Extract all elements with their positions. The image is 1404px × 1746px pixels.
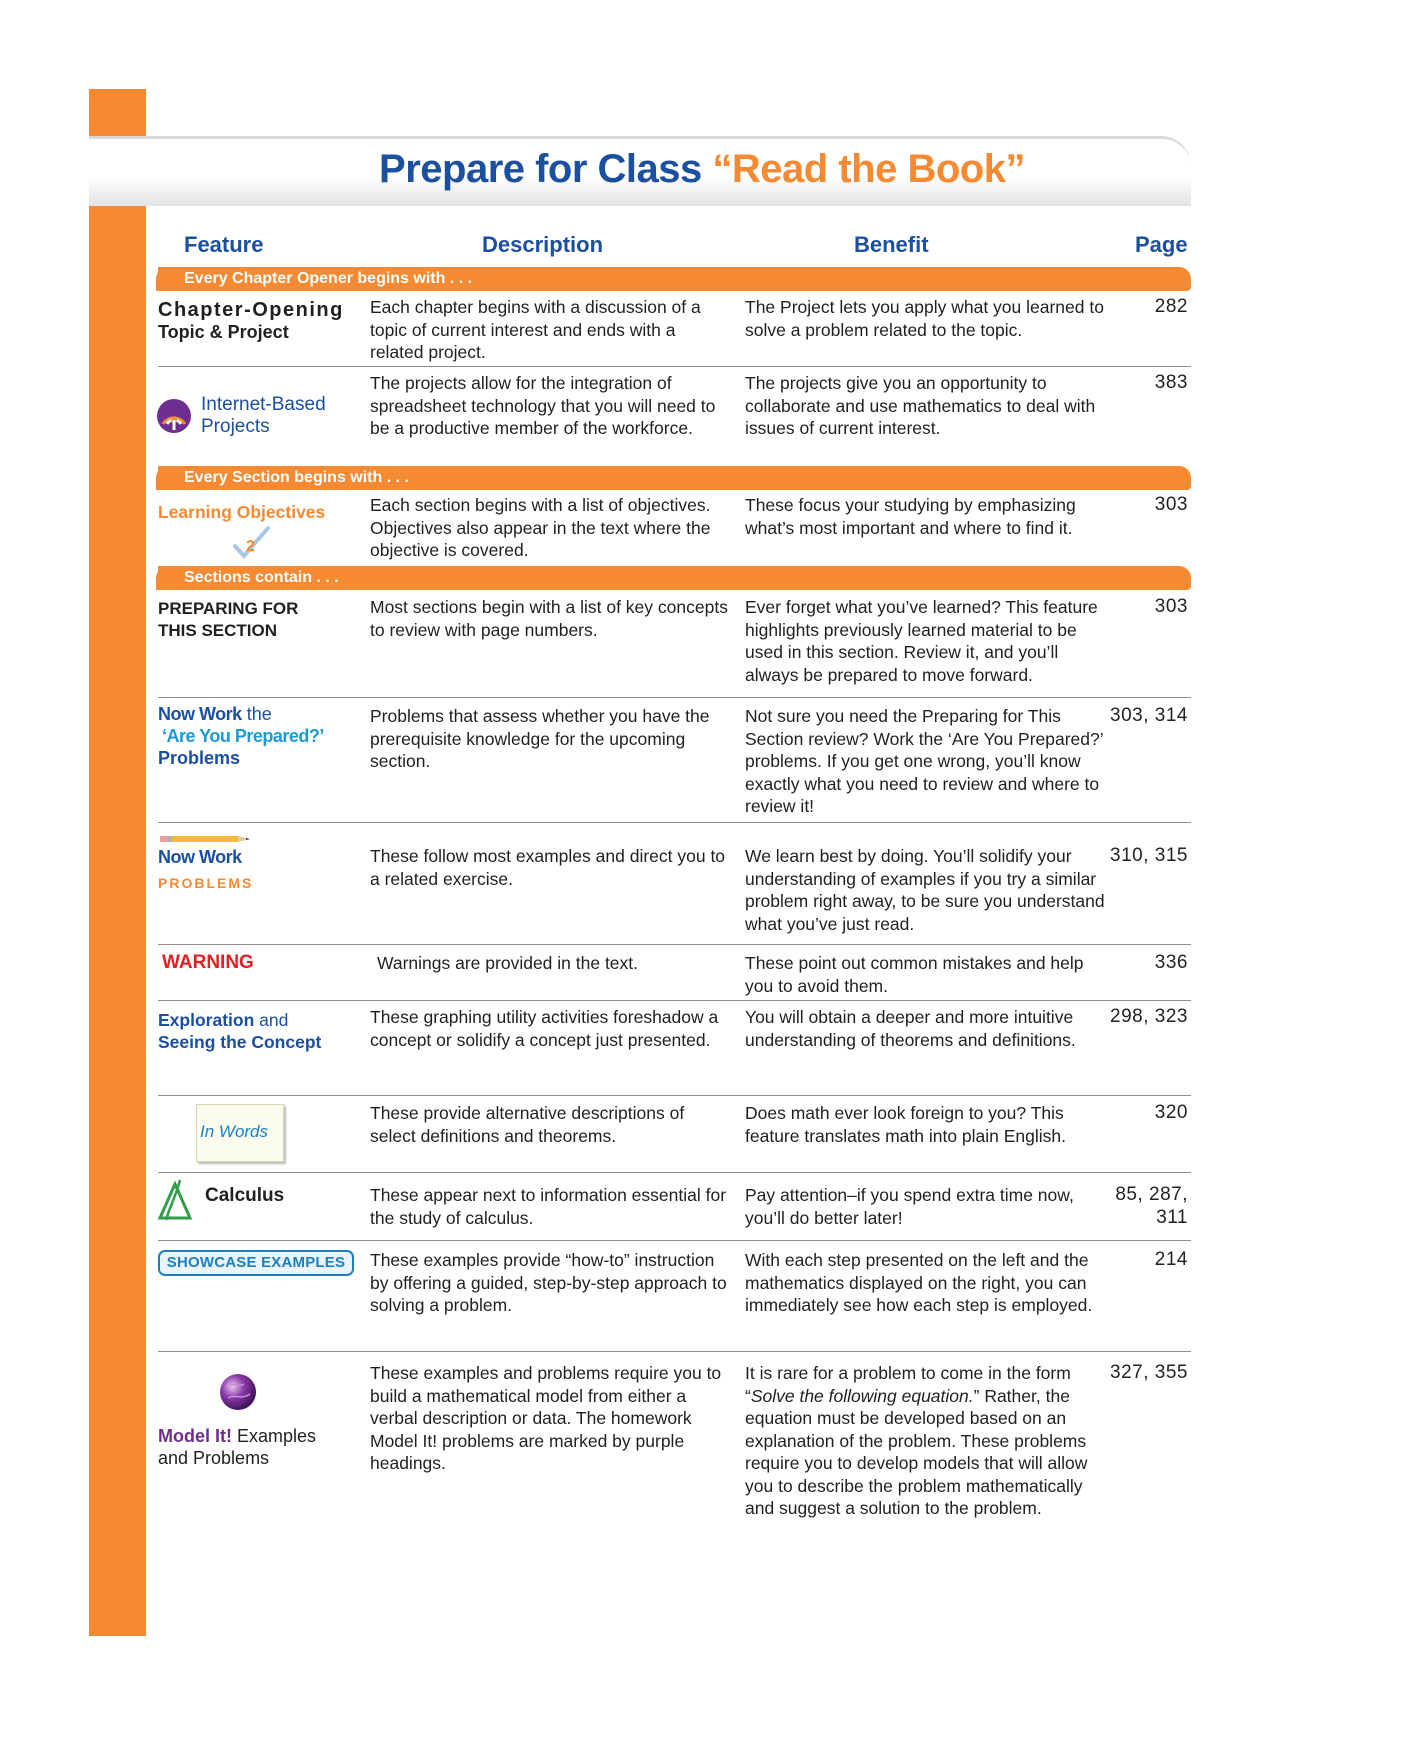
page-cell: 336 bbox=[1154, 952, 1188, 973]
description-cell: Most sections begin with a list of key concepts to review with page numbers. bbox=[370, 597, 728, 640]
description-cell: Each chapter begins with a discussion of a topic of current interest and ends with a related project. bbox=[370, 297, 701, 362]
row-divider bbox=[158, 1000, 1191, 1001]
page-cell: 383 bbox=[1154, 372, 1188, 393]
benefit-cell: These point out common mistakes and help you to avoid them. bbox=[745, 953, 1084, 996]
objective-number: 2 bbox=[246, 538, 255, 555]
feature-chapter-opening: Chapter-Opening bbox=[158, 299, 344, 321]
description-cell: These graphing utility activities foreshadow a concept or solidify a concept just presented. bbox=[370, 1007, 719, 1050]
benefit-cell: Pay attention–if you spend extra time now, you’ll do better later! bbox=[745, 1185, 1074, 1228]
feature-exploration: Exploration and bbox=[158, 1010, 289, 1030]
benefit-cell: The projects give you an opportunity to collaborate and use mathematics to deal with issues of current interest. bbox=[745, 373, 1096, 438]
globe-icon bbox=[218, 1372, 258, 1412]
benefit-cell: With each step presented on the left and the mathematics displayed on the right, you can immediately see how each step is employed. bbox=[745, 1250, 1093, 1315]
feature-problems: Problems bbox=[158, 748, 241, 768]
feature-calculus: Calculus bbox=[205, 1185, 285, 1206]
benefit-cell: Ever forget what you’ve learned? This feature highlights previously learned material to be used in this section. Review it, and you’ll always be prepared to move forward. bbox=[745, 597, 1098, 685]
page-title: Prepare for Class “Read the Book” bbox=[379, 147, 1025, 191]
page-cell: 320 bbox=[1154, 1102, 1188, 1123]
description-cell: These examples and problems require you to build a mathematical model from either a verbal description or data. The homework Model It! problems are marked by purple headings. bbox=[370, 1363, 722, 1473]
showcase-examples-badge: SHOWCASE EXAMPLES bbox=[158, 1250, 354, 1276]
feature-learning-objectives: Learning Objectives bbox=[158, 502, 326, 522]
feature-preparing-for: PREPARING FOR bbox=[158, 599, 299, 618]
section-band-every-section: Every Section begins with . . . bbox=[158, 466, 1191, 490]
page-cell: 303 bbox=[1154, 596, 1188, 617]
description-cell: These provide alternative descriptions of select definitions and theorems. bbox=[370, 1103, 685, 1146]
row-divider bbox=[158, 1351, 1191, 1352]
row-divider bbox=[158, 1095, 1191, 1096]
row-divider bbox=[158, 944, 1191, 945]
benefit-cell: You will obtain a deeper and more intuitive understanding of theorems and definitions. bbox=[745, 1007, 1076, 1050]
row-divider bbox=[158, 366, 1191, 367]
row-divider bbox=[158, 697, 1191, 698]
row-divider bbox=[158, 1172, 1191, 1173]
description-cell: These follow most examples and direct you to a related exercise. bbox=[370, 846, 726, 889]
benefit-cell: The Project lets you apply what you learned to solve a problem related to the topic. bbox=[745, 297, 1104, 340]
feature-internet-based: Internet-Based bbox=[201, 394, 326, 415]
benefit-cell: We learn best by doing. You’ll solidify your understanding of examples if you try a similar problem right away, to be sure you understand what you’ve just read. bbox=[745, 846, 1105, 934]
page-cell: 214 bbox=[1154, 1249, 1188, 1270]
feature-projects: Projects bbox=[201, 416, 270, 437]
feature-model-it: Model It! Examples bbox=[158, 1426, 317, 1446]
feature-topic-project: Topic & Project bbox=[158, 322, 289, 342]
description-cell: Warnings are provided in the text. bbox=[377, 953, 639, 973]
row-divider bbox=[158, 1240, 1191, 1241]
benefit-cell: Not sure you need the Preparing for This Section review? Work the ‘Are You Prepared?’ problems. If you get one wrong, you’ll know exactly what you need to review and where to review it! bbox=[745, 706, 1103, 816]
column-header-benefit: Benefit bbox=[854, 232, 929, 257]
description-cell: These appear next to information essential for the study of calculus. bbox=[370, 1185, 727, 1228]
column-header-feature: Feature bbox=[184, 232, 264, 257]
page-cell: 85, 287, 311 bbox=[1115, 1184, 1188, 1228]
column-header-description: Description bbox=[482, 232, 604, 257]
section-band-chapter-opener: Every Chapter Opener begins with . . . bbox=[158, 267, 1191, 291]
page-cell: 303 bbox=[1154, 494, 1188, 515]
feature-now-work-the: Now Work the bbox=[158, 704, 272, 724]
benefit-cell: These focus your studying by emphasizing what’s most important and where to find it. bbox=[745, 495, 1076, 538]
page-cell: 298, 323 bbox=[1110, 1006, 1188, 1027]
description-cell: Each section begins with a list of objectives. Objectives also appear in the text where the objective is covered. bbox=[370, 495, 711, 560]
section-band-sections-contain: Sections contain . . . bbox=[158, 566, 1191, 590]
feature-seeing-the-concept: Seeing the Concept bbox=[158, 1032, 322, 1052]
pencil-icon bbox=[160, 834, 252, 844]
feature-in-words: In Words bbox=[200, 1122, 269, 1141]
orange-sidebar bbox=[89, 89, 146, 1636]
page-cell: 327, 355 bbox=[1110, 1362, 1188, 1383]
page-cell: 282 bbox=[1154, 296, 1188, 317]
feature-and-problems: and Problems bbox=[158, 1448, 270, 1468]
page-cell: 310, 315 bbox=[1110, 845, 1188, 866]
feature-are-you-prepared: ‘Are You Prepared?’ bbox=[162, 726, 324, 746]
feature-warning: WARNING bbox=[162, 952, 254, 973]
column-header-page: Page bbox=[1135, 232, 1188, 257]
benefit-cell: It is rare for a problem to come in the form “Solve the following equation.” Rather, the equation must be developed based on an explanation of the problem. These problems require you to develop models that will allow you to describe the problem mathematically and suggest a solution to the problem. bbox=[745, 1363, 1088, 1518]
delta-calculus-icon bbox=[156, 1176, 194, 1224]
feature-problems-label: PROBLEMS bbox=[158, 875, 254, 891]
feature-this-section: THIS SECTION bbox=[158, 621, 278, 640]
description-cell: Problems that assess whether you have the prerequisite knowledge for the upcoming section. bbox=[370, 706, 710, 771]
row-divider bbox=[158, 822, 1191, 823]
description-cell: The projects allow for the integration of spreadsheet technology that you will need to be a productive member of the workforce. bbox=[370, 373, 716, 438]
feature-now-work: Now Work bbox=[158, 847, 242, 867]
description-cell: These examples provide “how-to” instruction by offering a guided, step-by-step approach to solving a problem. bbox=[370, 1250, 727, 1315]
benefit-cell: Does math ever look foreign to you? This feature translates math into plain English. bbox=[745, 1103, 1067, 1146]
internet-signal-icon bbox=[156, 398, 192, 434]
page-cell: 303, 314 bbox=[1110, 705, 1188, 726]
